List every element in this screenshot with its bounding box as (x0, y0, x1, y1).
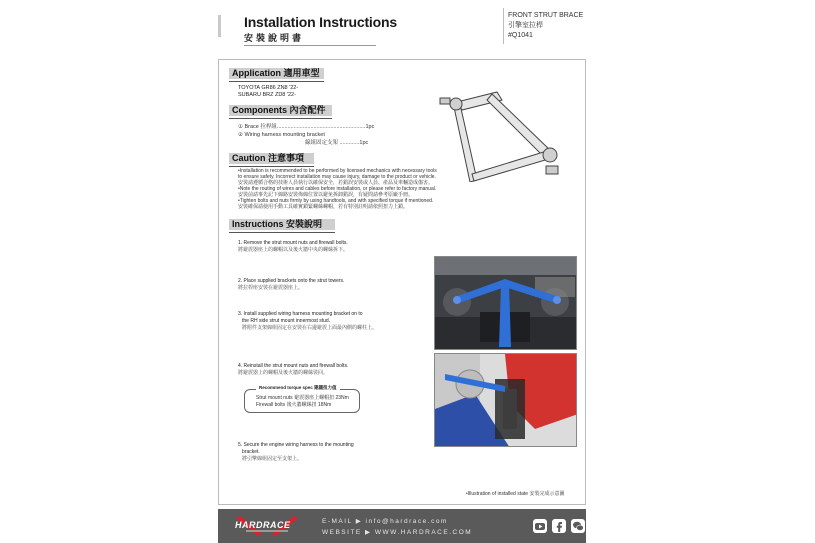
step-5: 5. Secure the engine wiring harness to the mounting bracket. 將引擎線組固定至支架上。 (238, 442, 354, 462)
page-title: Installation Instructions (244, 14, 397, 30)
part-number: #Q1041 (508, 32, 533, 39)
caution-line: 安裝請遵循合格的技術人員執行以確保安全，若錯誤安裝或人員、產品及車輛造成傷害。 (238, 180, 434, 186)
step-3: 3. Install supplied wiring harness mounting bracket on to the RH side strut mount innermost stud. 將附件支架線組固定在安裝在右邊避震上面最內側的螺柱上。 (238, 311, 378, 331)
footer-website[interactable]: WEBSITE ▶ WWW.HARDRACE.COM (322, 529, 473, 536)
header-vertical-rule (503, 8, 504, 44)
caution-line: •Installation is recommended to be performed by licensed mechanics with necessary tools (238, 168, 437, 174)
caution-line: 安裝前請事先記下線路安裝佈線位置以避免拆卸錯誤，有疑問請參考原廠手冊。 (238, 192, 414, 198)
caution-line: •Tighten bolts and nuts firmly by using handtools, and with specified torque if mentioned. (238, 198, 434, 204)
step-1: 1. Remove the strut mount nuts and firewall bolts. 將避震器座上的螺帽以及後火牆中央的螺絲拆下。 (238, 240, 349, 253)
component-bracket: ② Wiring harness mounting bracket (238, 132, 325, 138)
torque-spec-title: Recommend torque spec 建議扭力值 (256, 385, 340, 391)
component-bracket-chinese: 線組固定支架 .............1pc (305, 140, 369, 146)
component-brace: ① Brace 拉桿組..........................................................1pc (238, 124, 375, 130)
torque-spec-box (244, 389, 360, 413)
caution-text (238, 168, 438, 210)
step-4: 4. Reinstall the strut mount nuts and firewall bolts. 將避震器上的螺帽及後火牆的螺絲裝回。 (238, 363, 349, 376)
product-name: FRONT STRUT BRACE (508, 12, 584, 19)
step-2: 2. Place supplied brackets onto the strut towers. 將拉桿座安裝在避震器座上。 (238, 278, 345, 291)
title-divider (244, 45, 376, 46)
instructions-heading: Instructions 安裝說明 (229, 219, 335, 230)
youtube-icon[interactable] (533, 519, 547, 533)
page-title-chinese: 安裝說明書 (244, 33, 305, 43)
footer-email[interactable]: E-MAIL ▶ info@hardrace.com (322, 518, 448, 525)
torque-strut-mount: Strut mount nuts 避震器座上螺帽扭 23Nm (256, 395, 349, 401)
wechat-icon[interactable] (571, 519, 585, 533)
components-heading: Components 內含配件 (229, 105, 332, 116)
strut-mount-closeup-photo (434, 353, 577, 447)
caution-line: to ensure safety. Incorrect installation may cause injury, damage to the product or vehicle. (238, 174, 436, 180)
caution-line: •Note the routing of wires and cables before installation, or please refer to factory manual. (238, 186, 437, 192)
caution-heading: Caution 注意事項 (229, 153, 314, 164)
application-heading: Application 適用車型 (229, 68, 324, 79)
header-accent-bar (218, 15, 221, 37)
caution-line: 安裝確保請使用手動工具確實鎖緊螺絲螺帽，若有特別註明請依照扭力上鎖。 (238, 204, 409, 210)
engine-bay-photo (434, 256, 577, 350)
photo-caption: •Illustration of installed state 安裝完成示意圖 (466, 491, 565, 497)
facebook-icon[interactable] (552, 519, 566, 533)
brand-logo-text: HARDRACE (235, 520, 291, 530)
vehicle-2: SUBARU BRZ ZD8 '22- (238, 92, 296, 98)
vehicle-1: TOYOTA GR86 ZN8 '22- (238, 85, 299, 91)
product-name-chinese: 引擎室拉桿 (508, 22, 543, 29)
strut-brace-illustration (432, 82, 582, 182)
torque-firewall: Firewall bolts 後火牆螺絲扭 18Nm (256, 402, 332, 408)
